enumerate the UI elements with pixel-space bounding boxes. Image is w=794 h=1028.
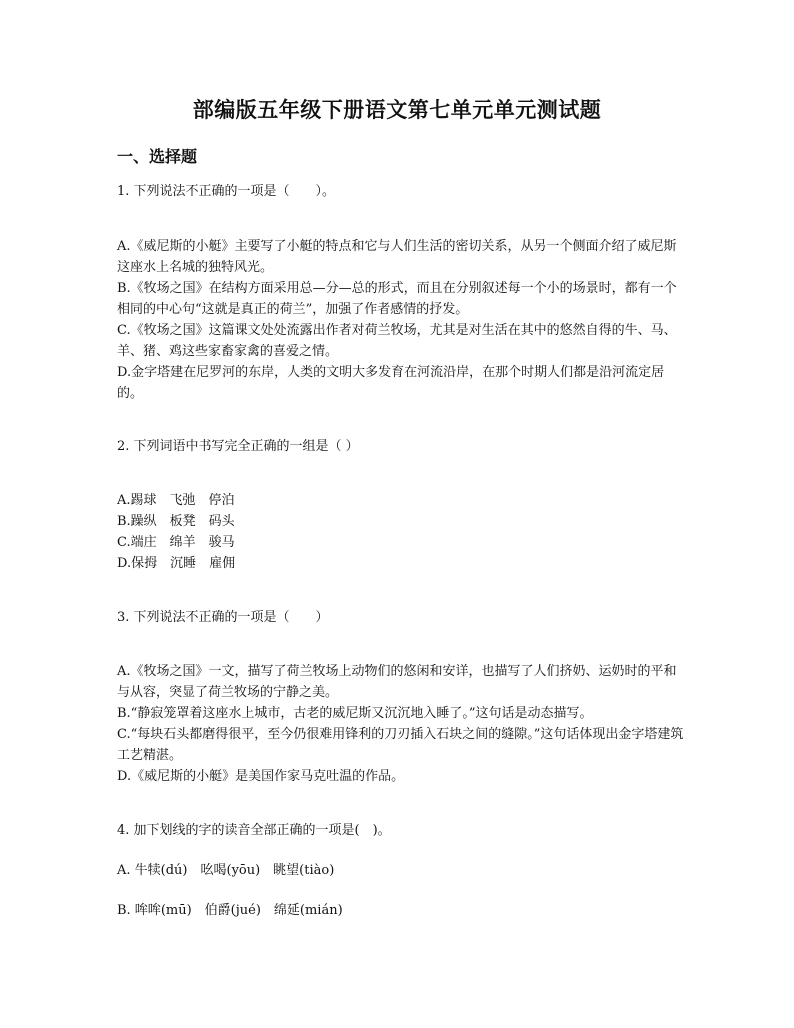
question-3-option-d: D.《威尼斯的小艇》是美国作家马克吐温的作品。 — [117, 769, 405, 784]
question-4-option-a: A. 牛犊(dú) 吆喝(yōu) 眺望(tiào) — [117, 863, 335, 878]
question-1-option-a: A.《威尼斯的小艇》主要写了小艇的特点和它与人们生活的密切关系，从另一个侧面介绍了威尼斯这座水上名城的独特风光。 — [117, 239, 677, 275]
question-1-option-b: B.《牧场之国》在结构方面采用总—分—总的形式，而且在分别叙述每一个小的场景时，都有一个相同的中心句“这就是真正的荷兰”，加强了作者感情的抒发。 — [117, 281, 677, 317]
question-3-stem: 3. 下列说法不正确的一项是（ ） — [117, 610, 329, 625]
section-heading: 一、选择题 — [117, 147, 198, 166]
question-4-stem: 4. 加下划线的字的读音全部正确的一项是( )。 — [117, 823, 391, 838]
question-2-option-d: D.保拇 沉睡 雇佣 — [117, 556, 236, 571]
question-1-stem: 1. 下列说法不正确的一项是（ ）。 — [117, 184, 336, 199]
question-1-option-d: D.金字塔建在尼罗河的东岸，人类的文明大多发育在河流沿岸，在那个时期人们都是沿河流定居的。 — [117, 365, 665, 401]
question-2-stem: 2. 下列词语中书写完全正确的一组是（ ） — [117, 439, 359, 454]
question-3-option-b: B.“静寂笼罩着这座水上城市，古老的威尼斯又沉沉地入睡了。”这句话是动态描写。 — [117, 706, 593, 721]
document-title: 部编版五年级下册语文第七单元单元测试题 — [192, 97, 602, 122]
question-2-option-b: B.躁纵 板凳 码头 — [117, 514, 235, 529]
question-2-option-a: A.踢球 飞弛 停泊 — [117, 493, 235, 508]
question-1-option-c: C.《牧场之国》这篇课文处处流露出作者对荷兰牧场，尤其是对生活在其中的悠然自得的牛、马、羊、猪、鸡这些家畜家禽的喜爱之情。 — [117, 323, 677, 359]
question-4-option-b: B. 哞哞(mū) 伯爵(jué) 绵延(mián) — [117, 903, 343, 918]
question-3-option-c: C.“每块石头都磨得很平，至今仍很难用锋利的刀刃插入石块之间的缝隙。”这句话体现出金字塔建筑工艺精湛。 — [117, 727, 684, 763]
question-2-option-c: C.端庄 绵羊 骏马 — [117, 535, 235, 550]
question-3-option-a: A.《牧场之国》一文，描写了荷兰牧场上动物们的悠闲和安详，也描写了人们挤奶、运奶时的平和与从容，突显了荷兰牧场的宁静之美。 — [117, 664, 677, 700]
